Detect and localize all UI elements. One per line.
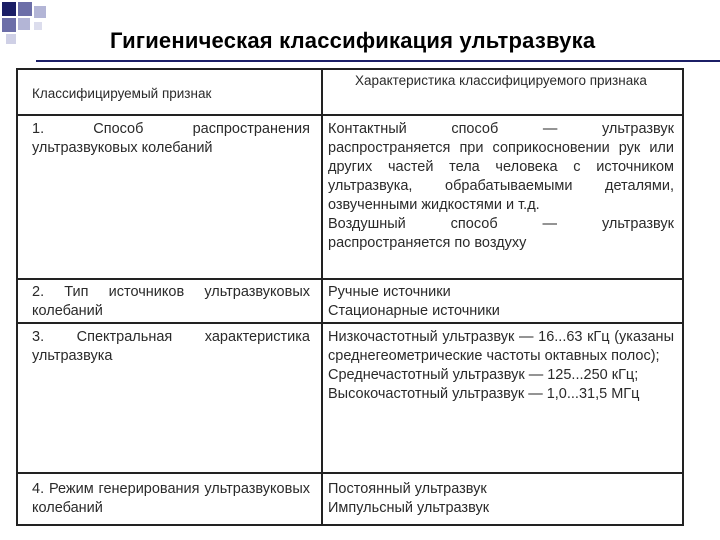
characteristic-line: Воздушный способ — ультразвук распространяется по воздуху — [328, 216, 674, 251]
corner-square — [18, 2, 32, 16]
corner-square — [34, 6, 46, 18]
classification-table — [16, 68, 684, 526]
table-row — [18, 116, 682, 280]
characteristic-line: Стационарные источники — [328, 303, 500, 319]
row-characteristic — [328, 283, 674, 321]
table-row — [18, 280, 682, 324]
characteristic-line: Высокочастотный ультразвук — 1,0...31,5 МГц — [328, 386, 640, 402]
characteristic-line: Среднечастотный ультразвук — 125...250 кГц; — [328, 367, 639, 383]
row-characteristic — [328, 328, 674, 404]
characteristic-line: Постоянный ультразвук — [328, 481, 487, 497]
table-row — [18, 474, 682, 524]
row-characteristic — [328, 480, 674, 518]
corner-square — [2, 2, 16, 16]
row-feature: 1. Способ распространения ультразвуковых колебаний — [32, 121, 310, 156]
row-feature: 2. Тип источников ультразвуковых колебаний — [32, 284, 310, 319]
header-characteristic: Характеристика классифицируемого признака — [355, 73, 647, 88]
row-feature: 4. Режим генерирования ультразвуковых колебаний — [32, 481, 310, 516]
page-title: Гигиеническая классификация ультразвука — [110, 28, 596, 53]
characteristic-line: Импульсный ультразвук — [328, 500, 490, 516]
table-header-row — [18, 70, 682, 116]
corner-square — [34, 22, 42, 30]
header-feature: Классифицируемый признак — [32, 86, 212, 101]
corner-square — [2, 18, 16, 32]
corner-square — [18, 18, 30, 30]
table-row — [18, 324, 682, 474]
corner-square — [6, 34, 16, 44]
title-divider — [36, 60, 720, 62]
row-feature: 3. Спектральная характеристика ультразвука — [32, 329, 310, 364]
row-characteristic — [328, 120, 674, 253]
characteristic-line: Низкочастотный ультразвук — 16...63 кГц (указаны среднегеометрические частоты октавных полос); — [328, 329, 674, 364]
characteristic-line: Контактный способ — ультразвук распространяется при соприкосновении рук или других частей тела человека с источником ультразвука, обрабатываемыми деталями, озвученными жидкостями и т.д. — [328, 121, 674, 213]
characteristic-line: Ручные источники — [328, 284, 451, 300]
